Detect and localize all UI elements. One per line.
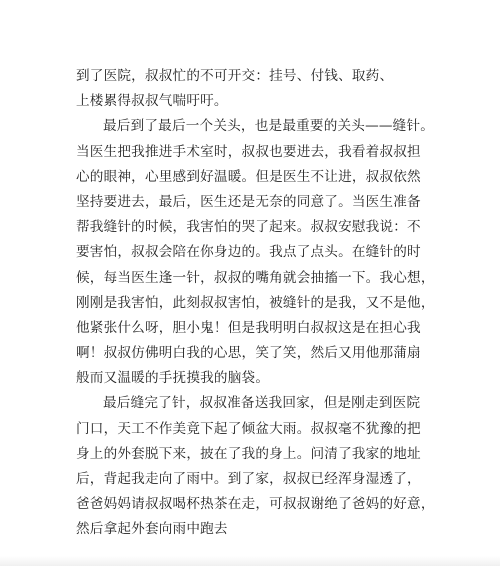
document-body [76, 64, 436, 543]
text-line: 坚持要进去，最后，医生还是无奈的同意了。当医生准备 [76, 193, 421, 210]
page-bottom-edge [0, 556, 500, 566]
text-line: 啊！叔叔仿佛明白我的心思，笑了笑，然后又用他那蒲扇 [76, 345, 421, 362]
text-line: 般而又温暖的手抚摸我的脑袋。 [76, 370, 270, 387]
text-line: 帮我缝针的时候，我害怕的哭了起来。叔叔安慰我说：不 [76, 219, 421, 236]
text-line: 后，背起我走向了雨中。到了家，叔叔已经浑身湿透了， [76, 471, 421, 487]
text-line: 身上的外套脱下来，披在了我的身上。问清了我家的地址 [76, 445, 421, 462]
text-line: 他紧张什么呀，胆小鬼！但是我明明白叔叔这是在担心我 [76, 319, 421, 336]
paragraph-start-line: 最后缝完了针，叔叔准备送我回家，但是刚走到医院 [103, 395, 421, 412]
text-line: 上楼累得叔叔气喘吁吁。 [76, 93, 228, 110]
text-line: 要害怕，叔叔会陪在你身边的。我点了点头。在缝针的时 [76, 244, 421, 261]
text-line: 当医生把我推进手术室时，叔叔也要进去，我看着叔叔担 [76, 143, 421, 160]
text-line: 候，每当医生逢一针，叔叔的嘴角就会抽搐一下。我心想， [76, 269, 435, 286]
text-line: 刚刚是我害怕，此刻叔叔害怕，被缝针的是我，又不是他， [76, 294, 435, 311]
text-line: 门口，天工不作美竟下起了倾盆大雨。叔叔毫不犹豫的把 [76, 420, 421, 437]
text-line: 爸爸妈妈请叔叔喝杯热茶在走，可叔叔谢绝了爸妈的好意， [76, 496, 435, 513]
text-line: 心的眼神，心里感到好温暖。但是医生不让进，叔叔依然 [76, 168, 421, 185]
text-line: 到了医院，叔叔忙的不可开交：挂号、付钱、取药、 [76, 68, 394, 84]
paragraph-start-line: 最后到了最后一个关头，也是最重要的关头——缝针。 [103, 118, 435, 135]
text-line: 然后拿起外套向雨中跑去 [76, 521, 228, 538]
